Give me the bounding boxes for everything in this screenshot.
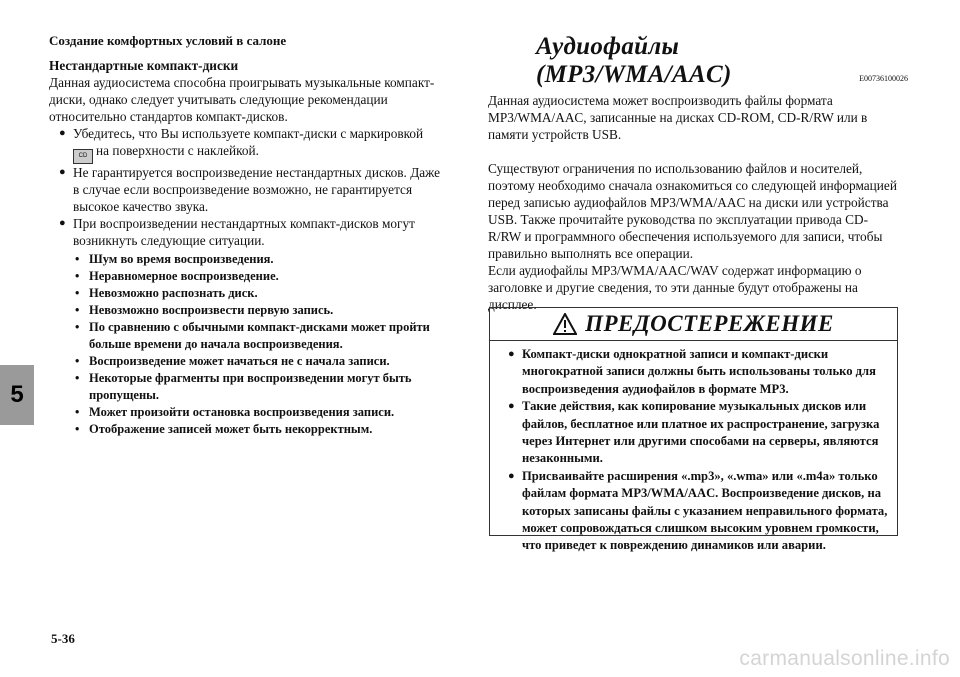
situations-list	[73, 251, 449, 438]
list-item: • Воспроизведение может начаться не с начала записи.	[73, 353, 449, 370]
list-item: ● Такие действия, как копирование музыкальных дисков или файлов, бесплатное или платное их распространение, загрузка через Интернет или другими способами на серверы, являются незаконными.	[498, 398, 891, 468]
warning-triangle-icon	[553, 313, 577, 335]
section-title: Аудиофайлы (MP3/WMA/AAC)	[536, 33, 732, 88]
list-item: ● Присваивайте расширения «.mp3», «.wma» или «.m4a» только файлам формата MP3/WMA/AAC. Воспроизведение дисков, на которых записаны файлы с указанием неправильного формата, может сопровождаться слишком высоким уровнем громкости, что приведет к повреждению динамиков или аварии.	[498, 468, 891, 555]
list-item: ● Компакт-диски однократной записи и компакт-диски многократной записи должны быть использованы только для воспроизведения аудиофайлов в формате MP3.	[498, 346, 891, 398]
warning-title: ПРЕДОСТЕРЕЖЕНИЕ	[585, 311, 834, 336]
list-item: • Неравномерное воспроизведение.	[73, 268, 449, 285]
list-item: ● Не гарантируется воспроизведение нестандартных дисков. Даже в случае если воспроизведение возможно, не гарантируется высокое качество звука.	[49, 164, 449, 215]
page-number: 5-36	[51, 631, 75, 646]
paragraph: Если аудиофайлы MP3/WMA/AAC/WAV содержат информацию о заголовке и другие сведения, то эти данные будут отображены на дисплее.	[488, 263, 862, 312]
left-column	[49, 57, 449, 438]
bullet3-text: При воспроизведении нестандартных компакт-дисков могут возникнуть следующие ситуации.	[73, 216, 415, 248]
list-item: • Невозможно воспроизвести первую запись.	[73, 302, 449, 319]
paragraph: Данная аудиосистема может воспроизводить файлы формата MP3/WMA/AAC, записанные на дисках CD-ROM, CD-R/RW или в памяти устройств USB.	[488, 93, 868, 142]
warning-list	[498, 346, 891, 555]
document-code: E00736100026	[859, 74, 908, 83]
chapter-tab: 5	[0, 365, 34, 425]
audio-files-text	[488, 92, 898, 313]
subsection-heading: Нестандартные компакт-диски	[49, 58, 239, 73]
bullet1-text-end: на поверхности с наклейкой.	[96, 143, 259, 158]
bullet1-text: Убедитесь, что Вы используете компакт-диски с маркировкой	[73, 126, 424, 141]
list-item	[49, 125, 449, 164]
list-item: • Некоторые фрагменты при воспроизведении могут быть пропущены.	[73, 370, 449, 404]
list-item: • Отображение записей может быть некорректным.	[73, 421, 449, 438]
watermark: carmanualsonline.info	[739, 647, 950, 670]
list-item	[49, 215, 449, 438]
right-column	[488, 33, 908, 313]
section-title-row	[536, 33, 908, 89]
warning-box	[489, 307, 898, 553]
list-item: • По сравнению с обычными компакт-дисками может пройти больше времени до начала воспроизведения.	[73, 319, 449, 353]
cd-logo-icon: CD	[73, 149, 93, 164]
recommendations-list	[49, 125, 449, 438]
paragraph: Существуют ограничения по использованию файлов и носителей, поэтому необходимо сначала ознакомиться со следующей информацией перед записью аудиофайлов MP3/WMA/AAC на диски или устройства USB. Также прочитайте руководства по эксплуатации привода CD-R/RW и программного обеспечения используемого для записи, чтобы правильно выполнять все операции.	[488, 161, 897, 261]
section-header: Создание комфортных условий в салоне	[49, 33, 287, 48]
list-item: • Шум во время воспроизведения.	[73, 251, 449, 268]
warning-header	[490, 308, 897, 341]
list-item: • Может произойти остановка воспроизведения записи.	[73, 404, 449, 421]
intro-paragraph: Данная аудиосистема способна проигрывать музыкальные компакт-диски, однако следует учитывать следующие рекомендации относительно стандартов компакт-дисков.	[49, 75, 435, 124]
list-item: • Невозможно распознать диск.	[73, 285, 449, 302]
